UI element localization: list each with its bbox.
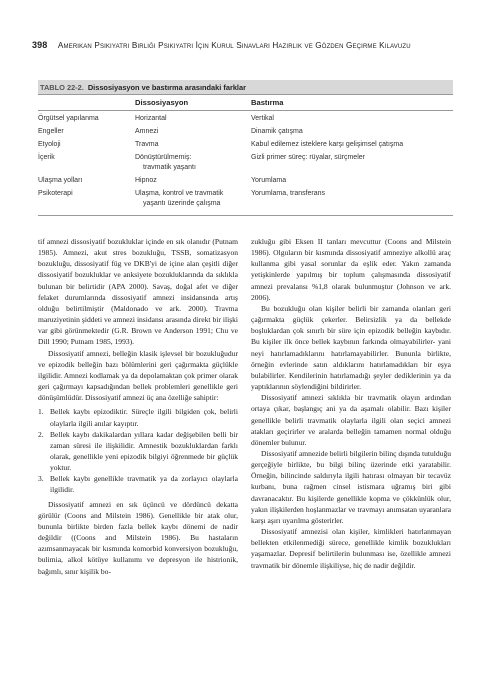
table-header-repression: Bastırma: [251, 98, 284, 107]
dissociation-cell: Travma: [135, 141, 159, 148]
list-text: Bellek kaybı genellikle travmatik ya da zorlayıcı olaylarla ilgilidir.: [50, 474, 238, 495]
table-row: [38, 140, 453, 150]
row-label: Örgütsel yapılanma: [38, 115, 99, 122]
table-row: [38, 153, 453, 173]
dissociation-cell: Hipnoz: [135, 177, 157, 184]
repression-cell: Yorumlama, transferans: [251, 190, 326, 197]
dissociation-cell: Horizantal: [135, 115, 167, 122]
body-paragraph: Dissosiyatif amnezi, belleğin klasik işlevsel bir bozukluğudur ve epizodik belleğin bazı bölümlerini geri çağırmakta güçlükle ilgilidir. Amnezi kodlamak ya da depolamaktan çok primer olarak geri çağırmayı kapsadığından bellek problemleri genellikle geri dönüşümlüdür. Dissosiyatif amnezi üç ana özelliğe sahiptir:: [38, 348, 238, 403]
body-paragraph: Dissosiyatif amnezide belirli bilgilerin bilinç dışında tutulduğu gerçeğiyle birlikte, bu bilgi bilinç üzerinde etki yaratabilir. Örneğin, bilincinde saldırıyla ilgili hatırası olmayan bir tecavüz kurbanı, buna rağmen cinsel istismara uğramış biri gibi davranacaktır. Bu kişilerde genellikle kopma ve çökkünlük olur, yakın ilişkilerden hoşlanmazlar ve travmayı anımsatan uyaranlara karşı aşırı uyarılma gösterirler.: [251, 448, 451, 525]
table-header-row: [38, 94, 453, 111]
list-item: [38, 429, 238, 474]
body-paragraph: zukluğu gibi Eksen II tanları mevcuttur (Coons and Milstein 1986). Olguların bir kısmında dissosiyatif amneziye alkollü araç kullanma gibi yasal sorunlar da eşlik eder. Yakın zamanda yetişkinlerde yapılmış bir toplum çalışmasında dissosiyatif amnezi prevalansı %1,8 olarak bulunmuştur (Johnson ve ark. 2006).: [251, 237, 451, 302]
body-paragraph: Dissosiyatif amnezi sıklıkla bir travmatik olayın ardından ortaya çıkar, başlangıç ani ya da aşamalı olabilir. Bazı kişiler genellikle belirli travmatik olaylarla ilgili olan seçici amnezi atakları geçirirler ve aralarda belleğin tamamen normal olduğu dönemler bulunur.: [251, 393, 451, 447]
list-item: [38, 406, 238, 428]
right-text-column: [251, 236, 451, 571]
body-paragraph: Dissosiyatif amnezi en sık üçüncü ve dördüncü dekatta görülür (Coons and Milstein 1986). Genellikle bir atak olur, bununla birlikte birden fazla bellek kaybı dönemi de nadir değildir ((Coons and Milstein 1986). Bu hastaların azımsanmayacak bir kısmında komorbid konversiyon bozukluğu, bulimia, alkol kötüye kullanımı ve depresyon ile histrionik, bağımlı, sınır kişilik bo-: [38, 499, 238, 576]
page-number: 398: [32, 40, 48, 50]
row-label: İçerik: [38, 154, 55, 161]
repression-cell: Dinamik çatışma: [251, 128, 303, 135]
table-header-dissociation: Dissosiyasyon: [135, 98, 189, 107]
table-title-bar: [38, 80, 453, 94]
repression-cell: Vertikal: [251, 115, 274, 122]
running-title: Amerikan Psikiyatri Birliği Psikiyatri İçin Kurul Sınavları Hazırlık ve Gözden Geçirme Kılavuzu: [57, 41, 411, 50]
repression-cell: Yorumlama: [251, 177, 287, 184]
list-number: 3.: [38, 474, 44, 484]
row-label: Ulaşma yolları: [38, 177, 83, 184]
left-text-column: [38, 236, 238, 577]
list-number: 2.: [38, 429, 44, 439]
repression-cell: Kabul edilemez isteklere karşı gelişimsel çatışma: [251, 141, 404, 148]
body-paragraph: Dissosiyatif amnezisi olan kişiler, kimlikleri hatırlanmayan bellekten etkilenmediği sürece, genellikle kimlik bozuklukları yaşamazlar. Depresif belirtilerin bulunması ise, özellikle amnezi travmatik bir dönemle ilişkiliyse, hiç de nadir değildir.: [251, 527, 451, 570]
row-label: Psikoterapi: [38, 190, 73, 197]
list-text: Bellek kaybı epizodiktir. Süreçle ilgili bilgiden çok, belirli olaylarla ilgili anılar kayıptır.: [50, 407, 238, 428]
table-row: [38, 114, 453, 124]
table-row: [38, 176, 453, 186]
list-item: [38, 473, 238, 495]
feature-list: [38, 406, 238, 495]
list-number: 1.: [38, 407, 44, 417]
row-label: Etyoloji: [38, 141, 61, 148]
running-header: [32, 40, 452, 50]
row-label: Engeller: [38, 128, 64, 135]
repression-cell: Gizli primer süreç: rüyalar, sürçmeler: [251, 154, 365, 161]
dissociation-cell: Amnezi: [135, 128, 159, 135]
table-title: Dissosiyasyon ve bastırma arasındaki farklar: [87, 82, 246, 92]
table-row: [38, 127, 453, 137]
table-number: TABLO 22-2.: [40, 82, 84, 92]
dissociation-cell: Dönüştürülmemiş: travmatik yaşantı: [135, 154, 196, 171]
table-bottom-rule: [38, 215, 453, 216]
body-paragraph: tif amnezi dissosiyatif bozukluklar içinde en sık olanıdır (Putnam 1985). Amnezi, akut stres bozukluğu, TSSB, somatizasyon bozukluğu, dissosiyatif füg ve DKB'yi de içine alan çeşitli diğer dissosiyatif bozukluklar ve anksiyete bozukluklarında da sıklıkla bulunan bir belirtidir (APA 2000). Savaş, doğal afet ve diğer felaket durumlarında dissosiyatif amnezi insidansında artış olduğu belirtilmiştir (Maldonado ve ark. 2000). Travma maruziyetinin şiddeti ve amnezi insidansı arasında direkt bir ilişki var gibi görünmektedir (G.R. Brown ve Anderson 1991; Chu ve Dill 1990; Putnam 1985, 1993).: [38, 237, 238, 347]
list-text: Bellek kaybı dakikalardan yıllara kadar değişebilen belli bir zaman süresi ile ilişkilidir. Amnestik bozukluklardan farklı olarak, genellikle yeni epizodik bilgiyi öğrenmede bir güçlük yoktur.: [50, 429, 238, 473]
table-row: [38, 189, 453, 209]
body-paragraph: Bu bozukluğu olan kişiler belirli bir zamanda olanları geri çağırmakta güçlük çekerler. Belirsizlik ya da bellekde boşluklardan çok sınırlı bir süre için epizodik belleğin kaybıdır. Bu kişiler ilk önce bellek kaybının farkında olmayabilirler- yani neyi hatırlamadıklarını hatırlamayabilirler. Bununla birlikte, örneğin evlerinde satın aldıklarını hatırlamadıkları bir eşya bulabilirler. Kendilerinin hatırlamadığı şeyler dediklerinin ya da yaptıklarının söylendiğini bildirirler.: [251, 303, 451, 392]
dissociation-cell: Ulaşma, kontrol ve travmatik yaşantı üzerinde çalışma: [135, 190, 224, 207]
differences-table: [38, 80, 453, 216]
